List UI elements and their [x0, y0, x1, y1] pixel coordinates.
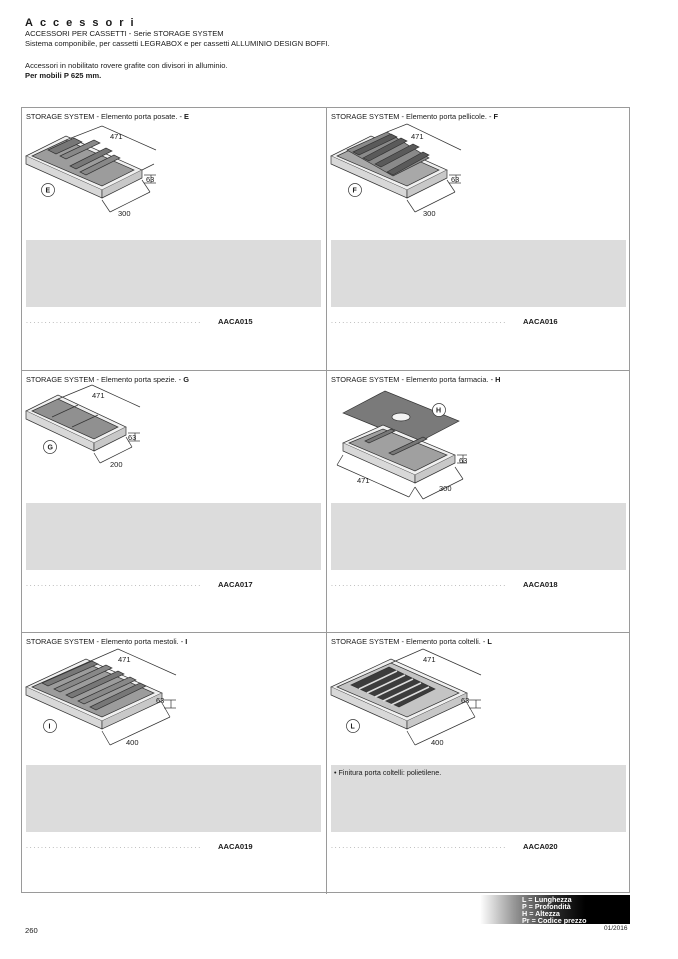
- product-code: AACA018: [523, 580, 558, 589]
- dimension-height: 63: [461, 696, 470, 705]
- legend-pr: Pr = Codice prezzo: [522, 916, 587, 925]
- drawer-insert-e-illustration: [22, 120, 326, 240]
- product-info-box: [26, 765, 321, 832]
- dimension-height: 63: [459, 456, 468, 465]
- product-code: AACA020: [523, 842, 558, 851]
- drawing-letter-badge: E: [45, 187, 51, 195]
- drawing-letter-badge: F: [352, 187, 357, 195]
- drawing-letter-badge: L: [350, 723, 355, 731]
- leader-dots: ...............................................: [331, 843, 508, 850]
- dimension-length: 471: [411, 132, 424, 141]
- dimension-depth: 400: [431, 738, 444, 747]
- drawer-insert-drawing: [22, 383, 326, 503]
- dimension-height: 63: [451, 175, 460, 184]
- page-date: 01/2016: [604, 925, 628, 932]
- product-cell-l: [326, 632, 630, 894]
- product-cell-f: [326, 108, 630, 370]
- dimension-height: 63: [128, 433, 137, 442]
- leader-dots: ...............................................: [331, 318, 508, 325]
- product-info-box: [331, 503, 626, 570]
- product-info-box: [26, 240, 321, 307]
- legend-l: L = Lunghezza: [522, 895, 572, 904]
- drawing-letter-badge: I: [48, 723, 51, 731]
- product-title: STORAGE SYSTEM - Elemento porta pellicole. - F: [331, 112, 499, 121]
- dimension-length: 471: [118, 655, 131, 664]
- product-code: AACA015: [218, 317, 253, 326]
- drawer-insert-drawing: [327, 383, 631, 503]
- leader-dots: ...............................................: [26, 581, 203, 588]
- page-header: [25, 17, 645, 80]
- header-line-2: Sistema componibile, per cassetti LEGRABOX e per cassetti ALLUMINIO DESIGN BOFFI.: [25, 38, 330, 48]
- legend-h: H = Altezza: [522, 909, 560, 918]
- page-title: Accessori: [25, 17, 141, 29]
- leader-dots: ...............................................: [26, 318, 203, 325]
- product-cell-i: [22, 632, 326, 894]
- dimension-length: 471: [423, 655, 436, 664]
- drawer-insert-drawing: [22, 120, 326, 240]
- drawer-insert-drawing: [327, 645, 631, 765]
- dimension-length: 471: [92, 391, 105, 400]
- drawer-insert-drawing: [327, 120, 631, 240]
- product-code: AACA019: [218, 842, 253, 851]
- drawer-insert-l-illustration: [327, 645, 631, 765]
- dimension-depth: 200: [110, 460, 123, 469]
- dimension-depth: 300: [423, 209, 436, 218]
- header-line-1: ACCESSORI PER CASSETTI - Serie STORAGE SYSTEM: [25, 29, 224, 38]
- product-info-box: [26, 503, 321, 570]
- drawer-insert-h-illustration: [327, 383, 631, 503]
- product-cell-g: [22, 370, 326, 632]
- drawing-letter-badge: G: [47, 444, 53, 452]
- page-number: 260: [25, 926, 38, 935]
- product-code: AACA017: [218, 580, 253, 589]
- legend-p: P = Profondità: [522, 902, 571, 911]
- leader-dots: ...............................................: [26, 843, 203, 850]
- dimension-depth: 300: [118, 209, 131, 218]
- dimension-legend: [480, 895, 630, 924]
- product-cell-h: [326, 370, 630, 632]
- product-grid: [21, 107, 630, 893]
- dimension-length: 471: [110, 132, 123, 141]
- drawer-insert-drawing: [22, 645, 326, 765]
- dimension-height: 63: [146, 175, 155, 184]
- drawing-letter-badge: H: [436, 407, 442, 415]
- product-info-box: [331, 240, 626, 307]
- dimension-height: 63: [156, 696, 165, 705]
- product-cell-e: [22, 108, 326, 370]
- product-code: AACA016: [523, 317, 558, 326]
- product-title: STORAGE SYSTEM - Elemento porta coltelli. - L: [331, 637, 492, 646]
- product-note: • Finitura porta coltelli: polietilene.: [334, 768, 442, 777]
- drawer-insert-f-illustration: [327, 120, 631, 240]
- drawer-insert-g-illustration: [22, 383, 326, 503]
- product-title: STORAGE SYSTEM - Elemento porta mestoli. - I: [26, 637, 188, 646]
- dimension-depth: 300: [439, 484, 452, 493]
- leader-dots: ...............................................: [331, 581, 508, 588]
- product-title: STORAGE SYSTEM - Elemento porta spezie. - G: [26, 375, 189, 384]
- product-title: STORAGE SYSTEM - Elemento porta farmacia. - H: [331, 375, 501, 384]
- product-title: STORAGE SYSTEM - Elemento porta posate. - E: [26, 112, 189, 121]
- dimension-depth: 400: [126, 738, 139, 747]
- header-line-4: Per mobili P 625 mm.: [25, 70, 102, 80]
- product-info-box: [331, 765, 626, 832]
- header-line-3: Accessori in nobilitato rovere grafite con divisori in alluminio.: [25, 61, 228, 70]
- dimension-length: 471: [357, 476, 370, 485]
- drawer-insert-i-illustration: [22, 645, 326, 765]
